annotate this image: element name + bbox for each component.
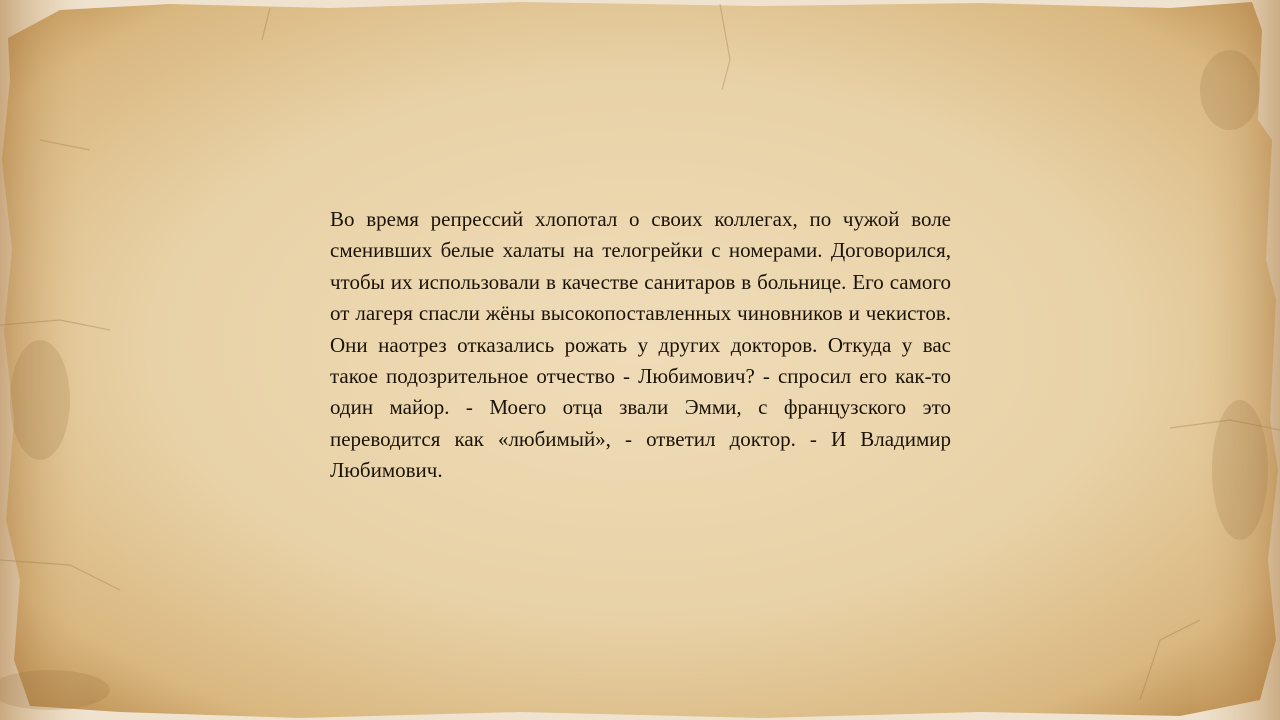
body-paragraph: Во время репрессий хлопотал о своих коллегах, по чужой воле сменивших белые халаты на телогрейки с номерами. Договорился, чтобы их использовали в качестве санитаров в больнице. Его самого от лагеря спасли жёны высокопоставленных чиновников и чекистов. Они наотрез отказались рожать у других докторов. Откуда у вас такое подозрительное отчество - Любимович? - спросил его как-то один майор. - Моего отца звали Эмми, с французского это переводится как «любимый», - ответил доктор. - И Владимир Любимович. <box>330 207 951 483</box>
